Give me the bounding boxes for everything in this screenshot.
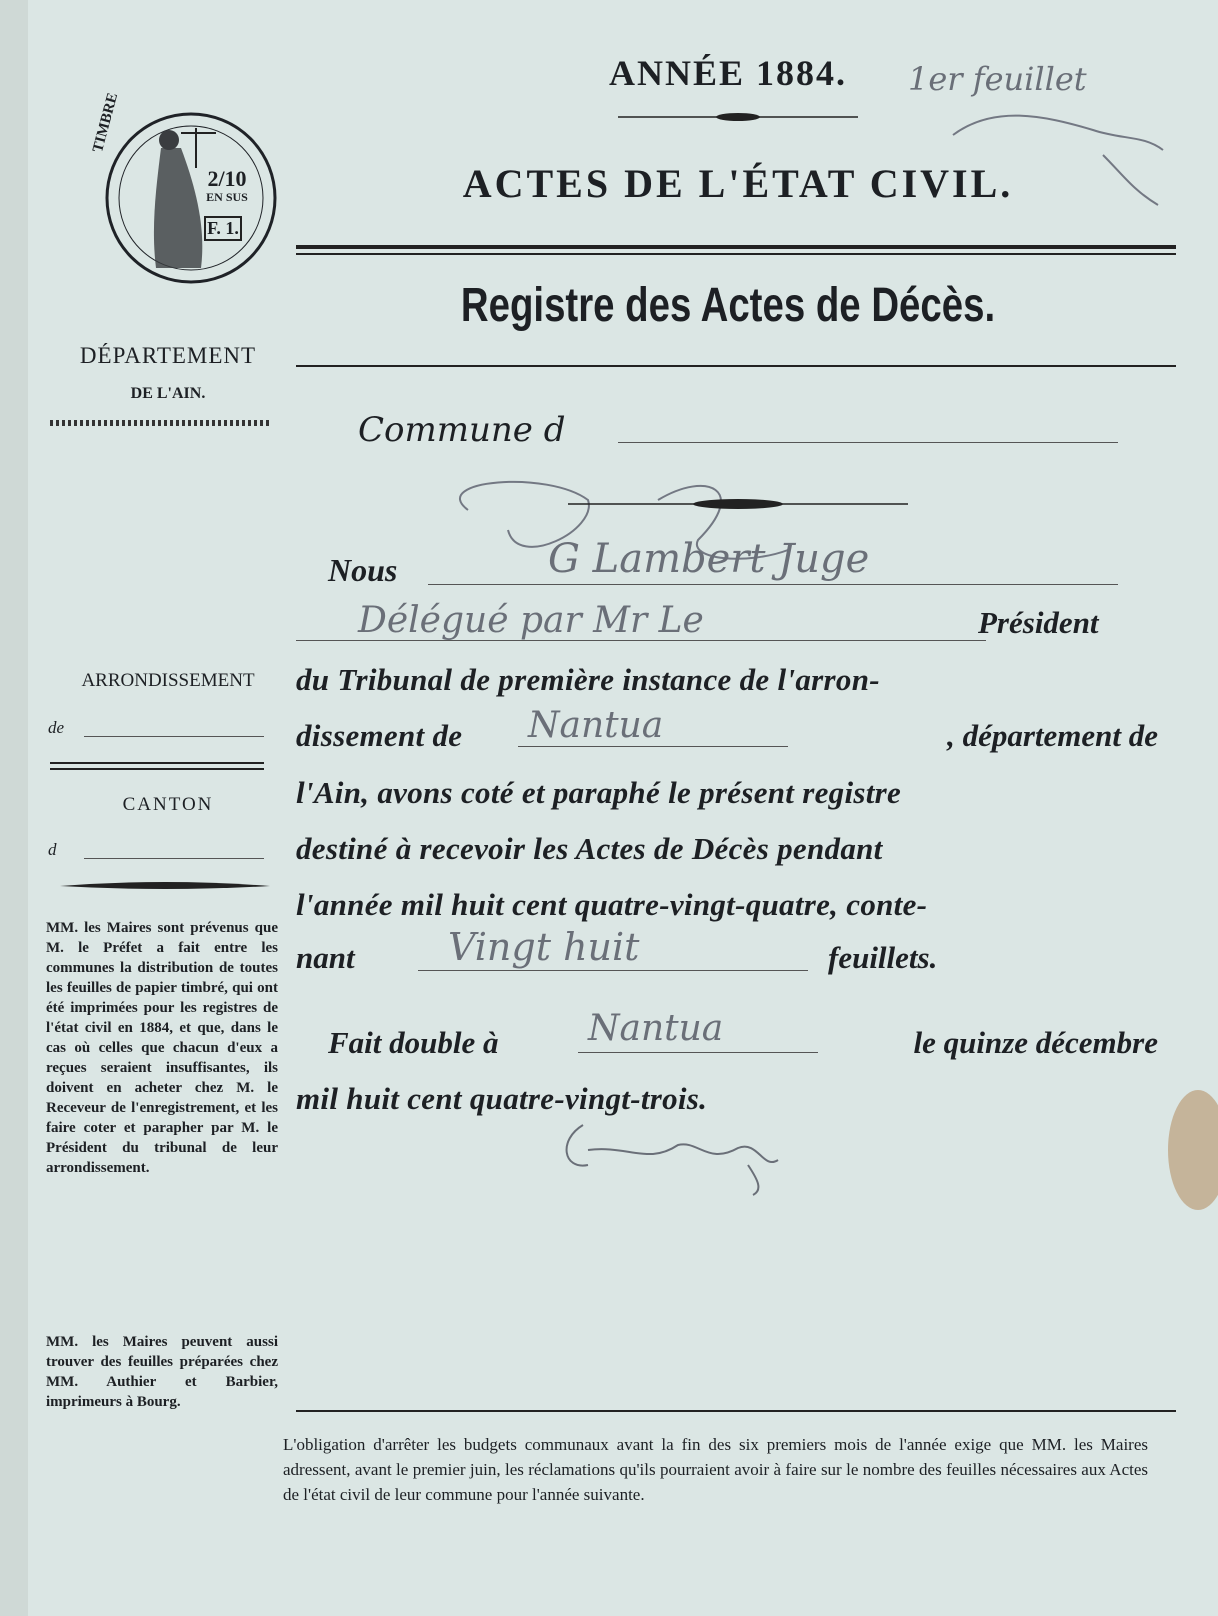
year-line: mil huit cent quatre-vingt-trois. [296, 1081, 708, 1116]
department-label: DÉPARTEMENT [79, 343, 257, 368]
signature [558, 1110, 798, 1200]
arrondissement-handwritten: Nantua [528, 705, 664, 746]
judge-name: G Lambert Juge [548, 536, 870, 582]
body-line-6b: feuillets. [828, 940, 938, 975]
double-rule [296, 245, 1176, 249]
register-page [28, 0, 1218, 1616]
delegation-text: Délégué par Mr Le [358, 600, 704, 641]
register-title: Registre des Actes de Décès. [460, 279, 996, 332]
wavy-divider [50, 420, 270, 426]
arrondissement-label: ARRONDISSEMENT [81, 670, 255, 691]
body-line-3: l'Ain, avons coté et paraphé le présent registre [296, 775, 902, 810]
place-handwritten: Nantua [588, 1008, 724, 1049]
stamp-value: F. 1. [204, 216, 242, 241]
ornament-left [60, 880, 270, 892]
thumb-shadow [1168, 1090, 1218, 1210]
stamp-word: TIMBRE [90, 91, 122, 155]
body-line-1: du Tribunal de première instance de l'arron- [296, 662, 880, 697]
stamp-rate: 2/10 [207, 166, 247, 191]
date-line: le quinze décembre [913, 1025, 1158, 1060]
ornament-divider [618, 110, 858, 124]
fait-double-label: Fait double à [328, 1025, 499, 1060]
body-line-5: l'année mil huit cent quatre-vingt-quatre, conte- [296, 887, 928, 922]
nous-label: Nous [328, 552, 398, 588]
commune-label: Commune d [358, 410, 566, 450]
civil-status-heading: ACTES DE L'ÉTAT CIVIL. [462, 161, 1014, 206]
handwritten-sheet-note: 1er feuillet [908, 60, 1087, 98]
binding-edge [0, 0, 30, 1616]
body-line-2a: dissement de [296, 718, 463, 753]
body-line-4: destiné à recevoir les Actes de Décès pendant [296, 831, 883, 866]
footer-note: L'obligation d'arrêter les budgets communaux avant la fin des six premiers mois de l'année exige que MM. les Maires adressent, avant le premier juin, les réclamations qu'ils pourraient avoir à faire sur le nombre des feuilles nécessaires aux Actes de l'état civil de leur commune pour l'année suivante. [283, 1435, 1148, 1504]
notice-paragraph-2: MM. les Maires peuvent aussi trouver des feuilles préparées chez MM. Authier et Barbier, imprimeurs à Bourg. [46, 1334, 278, 1410]
timbre-stamp [101, 98, 281, 298]
arrondissement-prefix: de [48, 718, 65, 737]
sheet-count-handwritten: Vingt huit [448, 925, 640, 969]
body-line-6a: nant [296, 940, 355, 975]
body-line-2b: , département de [947, 718, 1158, 753]
department-name: DE L'AIN. [130, 385, 206, 402]
arrondissement-field [84, 736, 264, 737]
canton-field [84, 858, 264, 859]
center-ornament [568, 496, 908, 512]
notice-paragraph-1: MM. les Maires sont prévenus que M. le Préfet a fait entre les communes la distribution de toutes les feuilles de papier timbré, qui ont été imprimées pour les registres de l'état civil en 1884, et que, dans le cas où celles que chacun d'eux a reçues seraient insuffisantes, ils doivent en acheter chez M. le Receveur de l'enregistrement, et les faire coter et parapher par M. le Président du tribunal de leur arrondissement. [46, 920, 278, 1176]
president-word: Président [978, 605, 1099, 640]
stamp-surcharge: EN SUS [206, 190, 248, 204]
canton-prefix: d [48, 840, 57, 859]
year-heading: ANNÉE 1884. [608, 53, 848, 93]
canton-label: CANTON [122, 794, 214, 815]
commune-field [618, 442, 1118, 443]
